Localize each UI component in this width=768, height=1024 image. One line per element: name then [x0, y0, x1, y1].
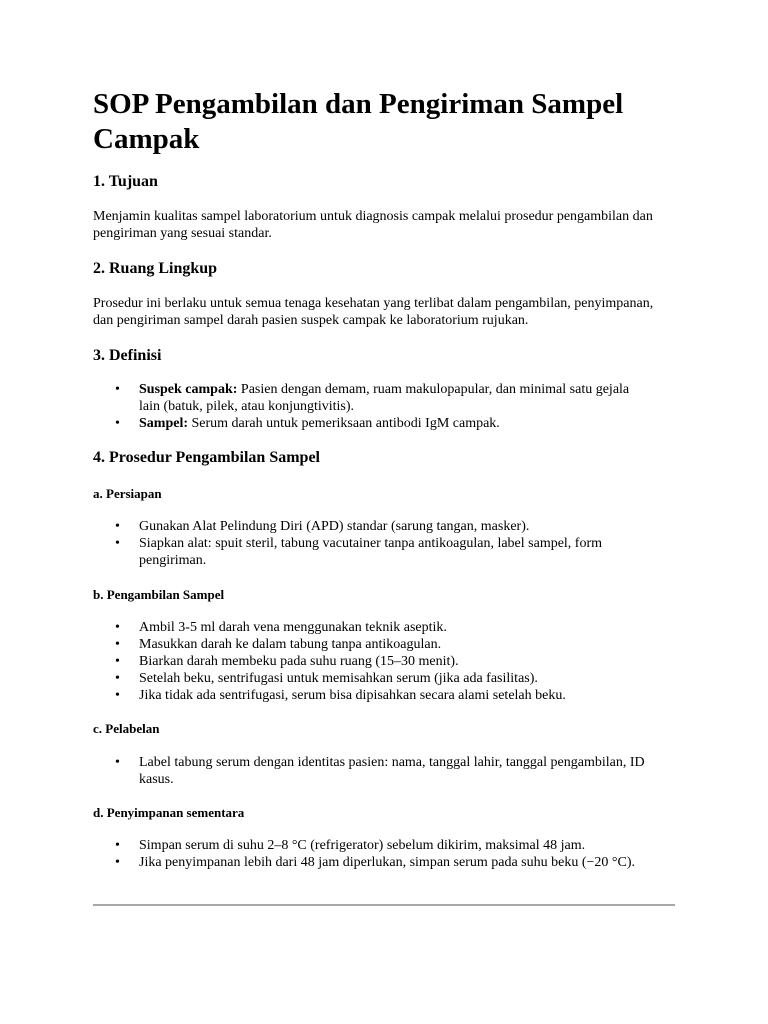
list-item	[93, 518, 649, 535]
subsection-heading-penyimpanan: d. Penyimpanan sementara	[93, 805, 245, 820]
list-item-text: Biarkan darah membeku pada suhu ruang (15–30 menit).	[139, 654, 459, 669]
definition-term: Suspek campak:	[139, 382, 238, 397]
list-item	[93, 754, 649, 788]
section-heading-ruang-lingkup: 2. Ruang Lingkup	[93, 260, 218, 277]
bullet-icon: •	[115, 755, 120, 770]
list-item-text: Jika tidak ada sentrifugasi, serum bisa dipisahkan secara alami setelah beku.	[139, 688, 566, 703]
subsection-heading-persiapan: a. Persiapan	[93, 486, 162, 501]
bullet-icon: •	[115, 536, 120, 551]
pengambilan-list	[93, 619, 675, 704]
list-item	[93, 636, 649, 653]
list-item-text: Siapkan alat: spuit steril, tabung vacutainer tanpa antikoagulan, label sampel, form pengiriman.	[139, 536, 603, 568]
list-item-text: Ambil 3-5 ml darah vena menggunakan teknik aseptik.	[139, 620, 447, 635]
penyimpanan-list	[93, 837, 675, 871]
list-item-text: Simpan serum di suhu 2–8 °C (refrigerator) sebelum dikirim, maksimal 48 jam.	[139, 838, 586, 853]
subsection-heading-pelabelan: c. Pelabelan	[93, 721, 160, 736]
definition-text: Serum darah untuk pemeriksaan antibodi IgM campak.	[188, 416, 500, 431]
subsection-heading-pengambilan: b. Pengambilan Sampel	[93, 587, 225, 602]
list-item	[93, 619, 649, 636]
section-heading-definisi: 3. Definisi	[93, 347, 162, 364]
bullet-icon: •	[115, 620, 120, 635]
bullet-icon: •	[115, 519, 120, 534]
list-item-text: Label tabung serum dengan identitas pasien: nama, tanggal lahir, tanggal pengambilan, ID kasus.	[139, 755, 645, 787]
bullet-icon: •	[115, 855, 120, 870]
list-item-text: Gunakan Alat Pelindung Diri (APD) standar (sarung tangan, masker).	[139, 519, 530, 534]
definisi-list	[93, 381, 675, 432]
list-item-text: Jika penyimpanan lebih dari 48 jam diperlukan, simpan serum pada suhu beku (−20 °C).	[139, 855, 635, 870]
list-item	[93, 415, 649, 432]
pelabelan-list	[93, 754, 675, 788]
page-title: SOP Pengambilan dan Pengiriman Sampel Campak	[93, 88, 624, 155]
list-item	[93, 837, 649, 854]
horizontal-rule	[93, 904, 675, 906]
section-text-ruang-lingkup: Prosedur ini berlaku untuk semua tenaga kesehatan yang terlibat dalam pengambilan, penyimpanan, dan pengiriman sampel darah pasien suspek campak ke laboratorium rujukan.	[93, 296, 654, 328]
bullet-icon: •	[115, 688, 120, 703]
persiapan-list	[93, 518, 675, 569]
section-heading-prosedur: 4. Prosedur Pengambilan Sampel	[93, 449, 320, 466]
list-item	[93, 653, 649, 670]
list-item-text: Masukkan darah ke dalam tabung tanpa antikoagulan.	[139, 637, 442, 652]
bullet-icon: •	[115, 416, 120, 431]
definition-text: Pasien dengan demam, ruam makulopapular, dan minimal satu gejala lain (batuk, pilek, atau konjungtivitis).	[139, 382, 630, 414]
list-item	[93, 535, 649, 569]
section-text-tujuan: Menjamin kualitas sampel laboratorium untuk diagnosis campak melalui prosedur pengambilan dan pengiriman yang sesuai standar.	[93, 209, 653, 241]
list-item	[93, 687, 649, 704]
bullet-icon: •	[115, 382, 120, 397]
bullet-icon: •	[115, 838, 120, 853]
bullet-icon: •	[115, 637, 120, 652]
list-item	[93, 670, 649, 687]
list-item-text: Setelah beku, sentrifugasi untuk memisahkan serum (jika ada fasilitas).	[139, 671, 538, 686]
definition-term: Sampel:	[139, 416, 188, 431]
list-item	[93, 381, 649, 415]
bullet-icon: •	[115, 671, 120, 686]
bullet-icon: •	[115, 654, 120, 669]
section-heading-tujuan: 1. Tujuan	[93, 173, 158, 190]
list-item	[93, 854, 649, 871]
